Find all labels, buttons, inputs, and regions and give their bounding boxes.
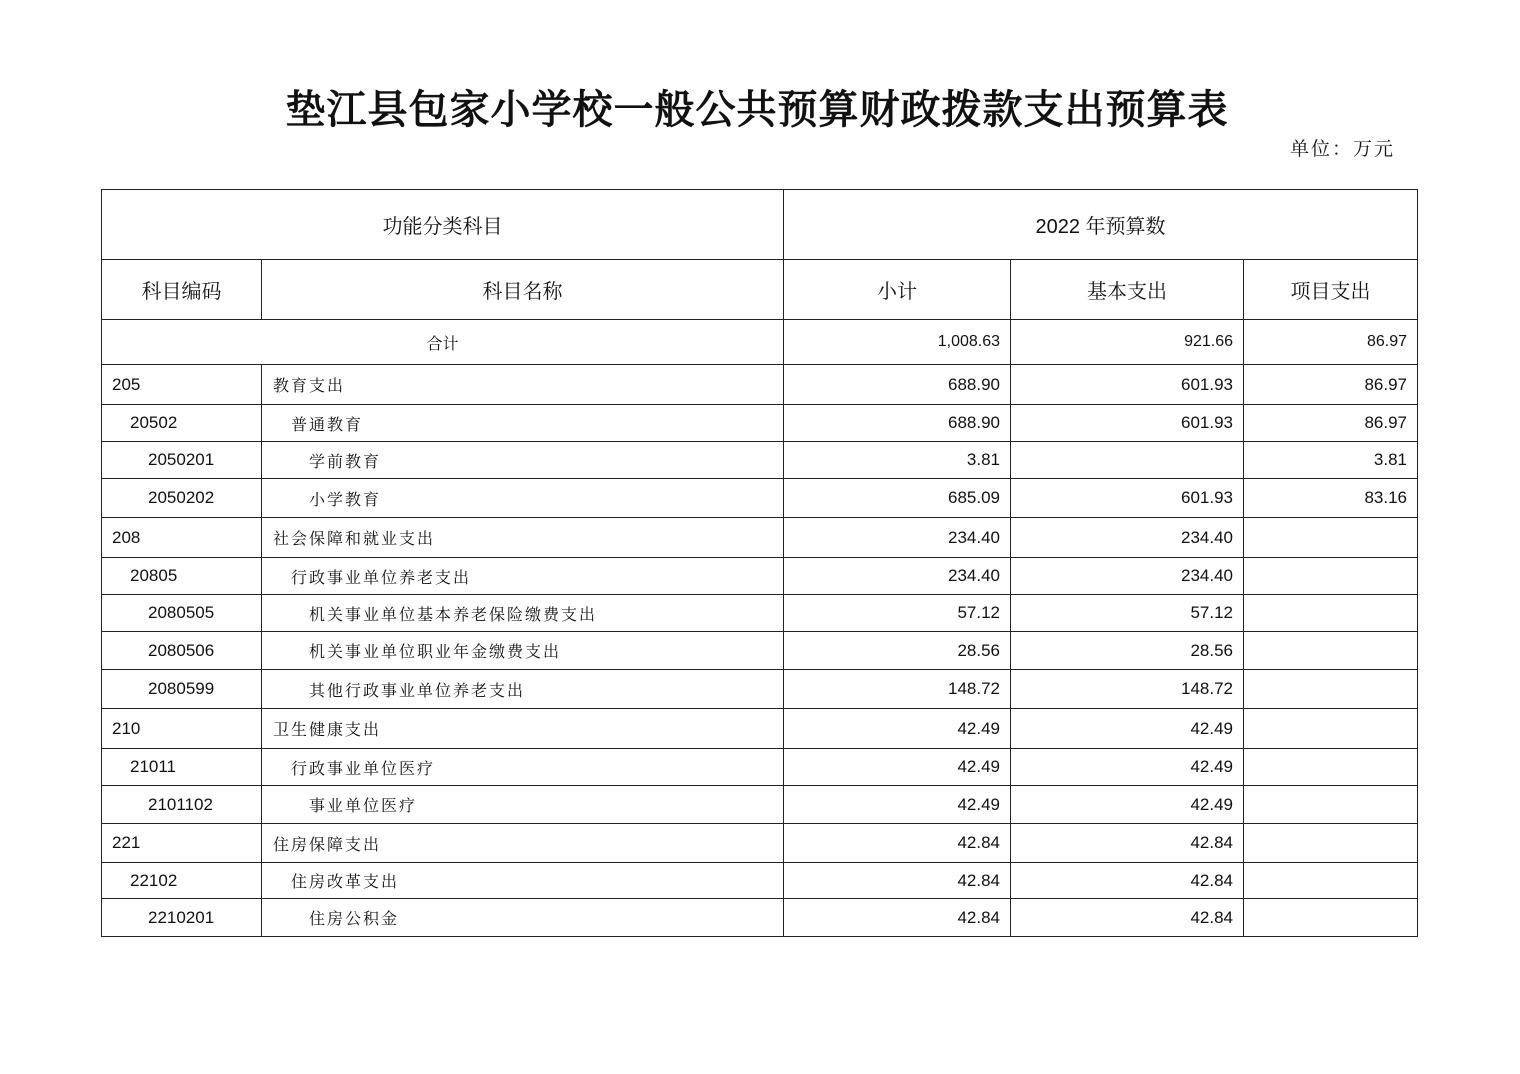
subject-name-cell: 普通教育 xyxy=(262,405,784,442)
subtotal-cell: 688.90 xyxy=(784,365,1011,405)
project-expenditure-cell: 3.81 xyxy=(1244,442,1418,479)
project-expenditure-cell xyxy=(1244,518,1418,558)
header-budget-year: 2022 年预算数 xyxy=(784,190,1418,260)
basic-expenditure-cell: 42.49 xyxy=(1011,749,1244,786)
subject-code-cell: 221 xyxy=(102,824,262,863)
subtotal-cell: 148.72 xyxy=(784,670,1011,709)
project-expenditure-cell xyxy=(1244,786,1418,824)
basic-expenditure-cell: 601.93 xyxy=(1011,479,1244,518)
table-row xyxy=(102,824,1418,863)
table-row xyxy=(102,632,1418,670)
total-basic: 921.66 xyxy=(1011,320,1244,365)
basic-expenditure-cell: 57.12 xyxy=(1011,595,1244,632)
header-subject-code: 科目编码 xyxy=(102,260,262,320)
basic-expenditure-cell: 234.40 xyxy=(1011,518,1244,558)
basic-expenditure-cell xyxy=(1011,442,1244,479)
subject-code-cell: 2101102 xyxy=(102,786,262,824)
subject-name-cell: 事业单位医疗 xyxy=(262,786,784,824)
project-expenditure-cell: 86.97 xyxy=(1244,365,1418,405)
subject-name-cell: 行政事业单位养老支出 xyxy=(262,558,784,595)
subtotal-cell: 685.09 xyxy=(784,479,1011,518)
subject-name-cell: 机关事业单位职业年金缴费支出 xyxy=(262,632,784,670)
basic-expenditure-cell: 42.84 xyxy=(1011,824,1244,863)
project-expenditure-cell xyxy=(1244,709,1418,749)
basic-expenditure-cell: 42.49 xyxy=(1011,786,1244,824)
subject-code-cell: 205 xyxy=(102,365,262,405)
project-expenditure-cell xyxy=(1244,824,1418,863)
subject-code-cell: 2080505 xyxy=(102,595,262,632)
total-subtotal: 1,008.63 xyxy=(784,320,1011,365)
subject-code-cell: 2080599 xyxy=(102,670,262,709)
table-row xyxy=(102,365,1418,405)
basic-expenditure-cell: 42.84 xyxy=(1011,899,1244,937)
subject-name-cell: 其他行政事业单位养老支出 xyxy=(262,670,784,709)
subtotal-cell: 42.84 xyxy=(784,824,1011,863)
basic-expenditure-cell: 42.49 xyxy=(1011,709,1244,749)
subject-name-cell: 住房公积金 xyxy=(262,899,784,937)
subject-code-cell: 208 xyxy=(102,518,262,558)
subject-name-cell: 小学教育 xyxy=(262,479,784,518)
header-column-row xyxy=(102,260,1418,320)
project-expenditure-cell xyxy=(1244,749,1418,786)
header-subtotal: 小计 xyxy=(784,260,1011,320)
project-expenditure-cell xyxy=(1244,863,1418,899)
subtotal-cell: 42.84 xyxy=(784,863,1011,899)
subject-code-cell: 20805 xyxy=(102,558,262,595)
table-row xyxy=(102,442,1418,479)
subtotal-cell: 28.56 xyxy=(784,632,1011,670)
header-subject-name: 科目名称 xyxy=(262,260,784,320)
project-expenditure-cell xyxy=(1244,632,1418,670)
unit-label: 单位：万元 xyxy=(1290,138,1396,160)
subtotal-cell: 234.40 xyxy=(784,558,1011,595)
project-expenditure-cell: 86.97 xyxy=(1244,405,1418,442)
subject-name-cell: 教育支出 xyxy=(262,365,784,405)
table-row xyxy=(102,786,1418,824)
total-label: 合计 xyxy=(102,320,784,365)
table-row xyxy=(102,595,1418,632)
subtotal-cell: 688.90 xyxy=(784,405,1011,442)
subject-name-cell: 机关事业单位基本养老保险缴费支出 xyxy=(262,595,784,632)
subtotal-cell: 42.49 xyxy=(784,786,1011,824)
total-row xyxy=(102,320,1418,365)
basic-expenditure-cell: 601.93 xyxy=(1011,405,1244,442)
table-row xyxy=(102,709,1418,749)
subject-code-cell: 2080506 xyxy=(102,632,262,670)
subject-code-cell: 210 xyxy=(102,709,262,749)
table-row xyxy=(102,670,1418,709)
header-group-row xyxy=(102,190,1418,260)
project-expenditure-cell xyxy=(1244,899,1418,937)
budget-table xyxy=(101,189,1418,937)
total-project: 86.97 xyxy=(1244,320,1418,365)
table-row xyxy=(102,518,1418,558)
table-row xyxy=(102,749,1418,786)
subject-name-cell: 学前教育 xyxy=(262,442,784,479)
page-title: 垫江县包家小学校一般公共预算财政拨款支出预算表 xyxy=(285,86,1229,133)
subject-code-cell: 2050202 xyxy=(102,479,262,518)
subtotal-cell: 234.40 xyxy=(784,518,1011,558)
subject-code-cell: 22102 xyxy=(102,863,262,899)
subject-code-cell: 2210201 xyxy=(102,899,262,937)
subject-name-cell: 住房改革支出 xyxy=(262,863,784,899)
basic-expenditure-cell: 148.72 xyxy=(1011,670,1244,709)
subtotal-cell: 57.12 xyxy=(784,595,1011,632)
subject-name-cell: 住房保障支出 xyxy=(262,824,784,863)
table-row xyxy=(102,899,1418,937)
subtotal-cell: 42.49 xyxy=(784,709,1011,749)
subtotal-cell: 3.81 xyxy=(784,442,1011,479)
table-row xyxy=(102,405,1418,442)
header-basic-expenditure: 基本支出 xyxy=(1011,260,1244,320)
subtotal-cell: 42.49 xyxy=(784,749,1011,786)
subject-name-cell: 社会保障和就业支出 xyxy=(262,518,784,558)
table-row xyxy=(102,863,1418,899)
subject-code-cell: 21011 xyxy=(102,749,262,786)
basic-expenditure-cell: 42.84 xyxy=(1011,863,1244,899)
project-expenditure-cell xyxy=(1244,670,1418,709)
table-row xyxy=(102,558,1418,595)
subject-code-cell: 2050201 xyxy=(102,442,262,479)
project-expenditure-cell xyxy=(1244,558,1418,595)
basic-expenditure-cell: 28.56 xyxy=(1011,632,1244,670)
basic-expenditure-cell: 234.40 xyxy=(1011,558,1244,595)
basic-expenditure-cell: 601.93 xyxy=(1011,365,1244,405)
project-expenditure-cell: 83.16 xyxy=(1244,479,1418,518)
header-function-category: 功能分类科目 xyxy=(102,190,784,260)
subject-name-cell: 卫生健康支出 xyxy=(262,709,784,749)
project-expenditure-cell xyxy=(1244,595,1418,632)
subject-code-cell: 20502 xyxy=(102,405,262,442)
subtotal-cell: 42.84 xyxy=(784,899,1011,937)
table-row xyxy=(102,479,1418,518)
subject-name-cell: 行政事业单位医疗 xyxy=(262,749,784,786)
header-project-expenditure: 项目支出 xyxy=(1244,260,1418,320)
